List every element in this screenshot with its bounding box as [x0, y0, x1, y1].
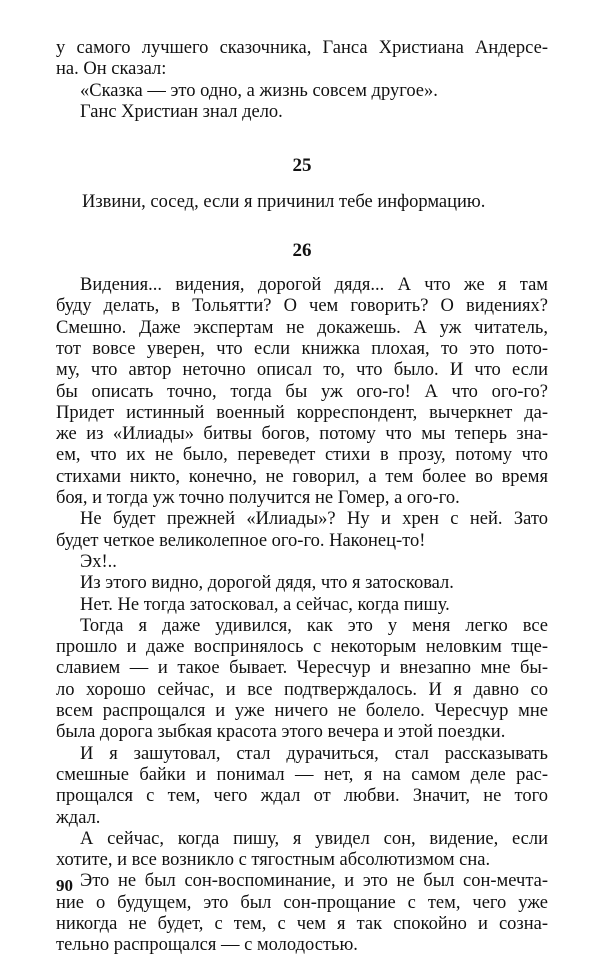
text-line: славием — и такое бывает. Чересчур и внезапно мне бы- — [56, 658, 548, 679]
page-number: 90 — [56, 876, 73, 895]
text-line: Видения... видения, дорогой дядя... А что же я там — [80, 275, 548, 296]
text-line: буду делать, в Тольятти? О чем говорить? О видениях? — [56, 296, 548, 317]
text-line: Нет. Не тогда затосковал, а сейчас, когда пишу. — [80, 594, 450, 615]
book-page — [56, 38, 548, 957]
text-line: Это не был сон-воспоминание, и это не был сон-мечта- — [80, 871, 548, 892]
quote-line: «Сказка — это одно, а жизнь совсем другое». — [80, 80, 438, 101]
text-line: А сейчас, когда пишу, я увидел сон, видение, если — [80, 828, 548, 849]
text-line: Тогда я даже удивился, как это у меня легко все — [80, 615, 548, 636]
text-line: была дорога зыбкая красота этого вечера и этой поездки. — [56, 722, 506, 743]
text-line: Придет истинный военный корреспондент, вычеркнет да- — [56, 402, 548, 423]
text-line: Ганс Христиан знал дело. — [80, 101, 283, 122]
text-line: будет четкое великолепное ого-го. Наконец-то! — [56, 530, 426, 551]
text-line: И я зашутовал, стал дурачиться, стал рассказывать — [80, 743, 548, 764]
text-line: тельно распрощался — с молодостью. — [56, 935, 358, 956]
text-line: бы описать точно, тогда бы уж ого-го! А что ого-го? — [56, 381, 548, 402]
text-line: тот вовсе уверен, что если книжка плохая, то это пото- — [56, 338, 548, 359]
section-25-text: Извини, сосед, если я причинил тебе информацию. — [82, 192, 486, 213]
text-line: ло хорошо сейчас, и все подтверждалось. И я давно со — [56, 679, 548, 700]
section-26-body — [56, 275, 548, 957]
text-line: ждал. — [56, 807, 101, 828]
text-line: му, что автор неточно описал то, что было. И что если — [56, 360, 548, 381]
text-line: ем, что их не было, переведет стихи в прозу, потому что — [56, 445, 548, 466]
text-line: Эх!.. — [80, 551, 117, 572]
text-line: прощался с тем, чего ждал от любви. Значит, не того — [56, 786, 548, 807]
text-line: Из этого видно, дорогой дядя, что я затосковал. — [80, 573, 454, 594]
text-line: никогда не будет, с тем, с чем я так спокойно и созна- — [56, 913, 548, 934]
text-line: же из «Илиады» битвы богов, потому что мы теперь зна- — [56, 424, 548, 445]
text-line: Смешно. Даже экспертам не докажешь. А уж читатель, — [56, 317, 548, 338]
text-line: хотите, и все возникло с тягостным абсолютизмом сна. — [56, 850, 491, 871]
section-heading-26: 26 — [292, 239, 312, 261]
section-heading-25: 25 — [292, 155, 312, 177]
text-line: всем распрощался и уже ничего не болело. Чересчур мне — [56, 701, 548, 722]
text-line: на. Он сказал: — [56, 59, 167, 80]
text-line: прошло и даже воспринялось с некоторым неловким тще- — [56, 637, 548, 658]
text-line: боя, и тогда уж точно получится не Гомер, а ого-го. — [56, 488, 460, 509]
text-line: стихами никто, конечно, не говорил, а тем более во время — [56, 466, 548, 487]
text-line: у самого лучшего сказочника, Ганса Христиана Андерсе- — [56, 38, 548, 58]
text-line: Не будет прежней «Илиады»? Ну и хрен с ней. Зато — [80, 509, 548, 530]
text-line: смешные байки и понимал — нет, я на самом деле рас- — [56, 764, 548, 785]
previous-section-ending — [56, 38, 548, 123]
text-line: ние о будущем, это был сон-прощание с тем, чего уже — [56, 892, 548, 913]
